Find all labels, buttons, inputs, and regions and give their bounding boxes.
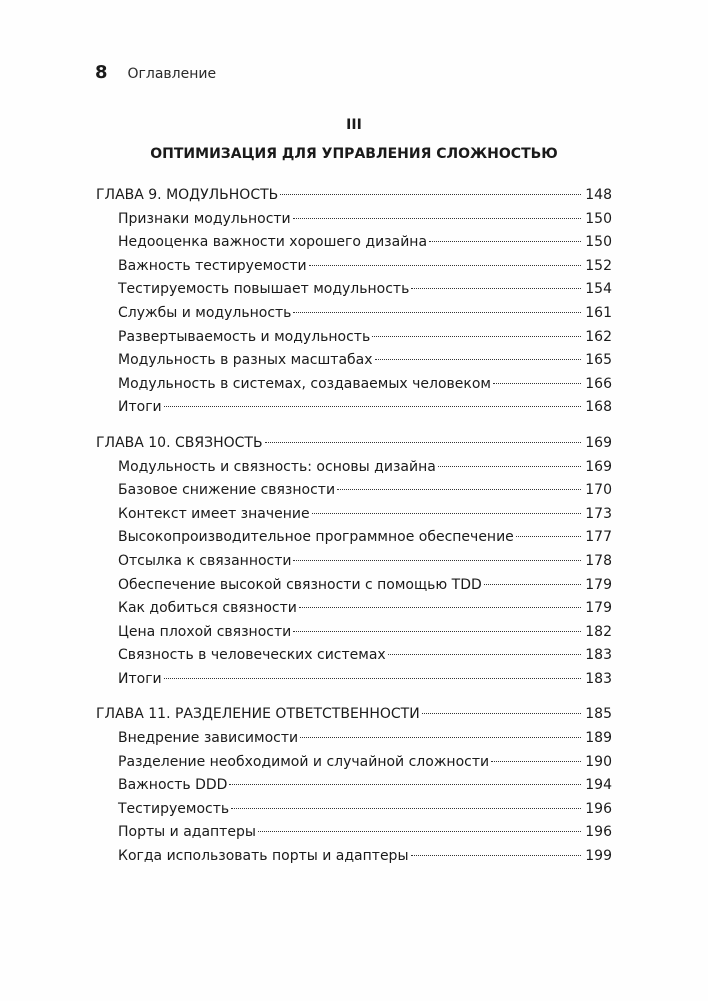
page-ref: 150 [585, 234, 612, 251]
part-title: ОПТИМИЗАЦИЯ ДЛЯ УПРАВЛЕНИЯ СЛОЖНОСТЬЮ [150, 146, 558, 162]
section-title: Итоги [118, 670, 162, 687]
section-entry[interactable] [96, 821, 612, 845]
section-entry[interactable] [96, 727, 612, 751]
section-title: Итоги [118, 399, 162, 416]
section-entry[interactable] [96, 798, 612, 822]
section-title: Обеспечение высокой связности с помощью TDD [118, 576, 482, 593]
table-of-contents [96, 184, 612, 881]
section-entry[interactable] [96, 668, 612, 692]
chapter-block [96, 703, 612, 868]
page-ref: 152 [585, 257, 612, 274]
page-ref: 179 [585, 576, 612, 593]
section-entry[interactable] [96, 479, 612, 503]
dot-leader [411, 288, 581, 289]
dot-leader [293, 631, 581, 632]
section-entry[interactable] [96, 774, 612, 798]
page-ref: 194 [585, 777, 612, 794]
section-title: Отсылка к связанности [118, 552, 292, 569]
section-title: Модульность в разных масштабах [118, 352, 373, 369]
page-ref: 189 [585, 730, 612, 747]
section-title: Модульность и связность: основы дизайна [118, 458, 436, 475]
page-ref: 150 [585, 210, 612, 227]
section-title: Тестируемость повышает модульность [118, 281, 410, 298]
section-title: Тестируемость [118, 800, 230, 817]
section-entry[interactable] [96, 574, 612, 598]
chapter-title: ГЛАВА 10. СВЯЗНОСТЬ [96, 434, 263, 451]
page-ref: 169 [585, 434, 612, 451]
section-title: Важность DDD [118, 777, 228, 794]
chapter-entry[interactable] [96, 184, 612, 208]
dot-leader [388, 654, 582, 655]
section-title: Развертываемость и модульность [118, 328, 371, 345]
dot-leader [491, 761, 581, 762]
dot-leader [280, 194, 581, 195]
page-ref: 190 [585, 753, 612, 770]
section-entry[interactable] [96, 396, 612, 420]
section-entry[interactable] [96, 373, 612, 397]
section-entry[interactable] [96, 231, 612, 255]
section-entry[interactable] [96, 597, 612, 621]
dot-leader [337, 489, 581, 490]
section-title: Цена плохой связности [118, 623, 292, 640]
page-ref: 165 [585, 352, 612, 369]
dot-leader [429, 241, 581, 242]
page-ref: 148 [585, 187, 612, 203]
dot-leader [293, 312, 581, 313]
dot-leader [422, 713, 582, 714]
section-title: Разделение необходимой и случайной сложности [118, 753, 490, 770]
section-entry[interactable] [96, 302, 612, 326]
section-title: Модульность в системах, создаваемых человеком [118, 375, 491, 392]
section-title: Базовое снижение связности [118, 482, 336, 499]
page-ref: 162 [585, 328, 612, 345]
section-title: Внедрение зависимости [118, 730, 299, 747]
section-title: Как добиться связности [118, 600, 297, 617]
page-number: 8 [95, 62, 108, 83]
dot-leader [516, 536, 581, 537]
dot-leader [293, 560, 581, 561]
page-ref: 177 [585, 529, 612, 546]
section-title: Контекст имеет значение [118, 505, 310, 522]
section-entry[interactable] [96, 845, 612, 869]
section-title: Недооценка важности хорошего дизайна [118, 234, 428, 251]
dot-leader [372, 336, 581, 337]
page-ref: 196 [585, 824, 612, 841]
page-ref: 173 [585, 505, 612, 522]
section-entry[interactable] [96, 550, 612, 574]
dot-leader [164, 678, 582, 679]
dot-leader [438, 466, 581, 467]
section-title: Высокопроизводительное программное обеспечение [118, 529, 514, 546]
section-entry[interactable] [96, 326, 612, 350]
section-entry[interactable] [96, 526, 612, 550]
page-ref: 182 [585, 623, 612, 640]
section-title: Связность в человеческих системах [118, 647, 386, 664]
dot-leader [309, 265, 582, 266]
dot-leader [411, 855, 582, 856]
page-ref: 199 [585, 848, 612, 865]
dot-leader [300, 737, 581, 738]
chapter-entry[interactable] [96, 432, 612, 456]
running-head [95, 62, 216, 83]
section-entry[interactable] [96, 208, 612, 232]
chapter-title: ГЛАВА 11. РАЗДЕЛЕНИЕ ОТВЕТСТВЕННОСТИ [96, 706, 420, 723]
section-title: Важность тестируемости [118, 257, 307, 274]
page-ref: 169 [585, 458, 612, 475]
dot-leader [164, 406, 582, 407]
section-title: Службы и модульность [118, 304, 292, 321]
dot-leader [231, 808, 581, 809]
section-title: Признаки модульности [118, 210, 291, 227]
page-ref: 183 [585, 647, 612, 664]
chapter-block [96, 184, 612, 420]
part-number: III [346, 117, 362, 133]
section-entry[interactable] [96, 751, 612, 775]
page-ref: 154 [585, 281, 612, 298]
page-ref: 178 [585, 552, 612, 569]
page-ref: 196 [585, 800, 612, 817]
page-ref: 166 [585, 375, 612, 392]
section-title: Когда использовать порты и адаптеры [118, 848, 409, 865]
page-ref: 161 [585, 304, 612, 321]
chapter-entry[interactable] [96, 703, 612, 727]
dot-leader [484, 584, 581, 585]
page-ref: 170 [585, 482, 612, 499]
page-ref: 185 [585, 706, 612, 723]
chapter-title: ГЛАВА 9. МОДУЛЬНОСТЬ [96, 187, 279, 203]
page-ref: 183 [585, 670, 612, 687]
dot-leader [258, 831, 581, 832]
dot-leader [312, 513, 582, 514]
section-entry[interactable] [96, 349, 612, 373]
chapter-block [96, 432, 612, 692]
dot-leader [299, 607, 581, 608]
section-entry[interactable] [96, 456, 612, 480]
running-head-title: Оглавление [127, 66, 217, 82]
section-entry[interactable] [96, 621, 612, 645]
section-entry[interactable] [96, 503, 612, 527]
page-ref: 168 [585, 399, 612, 416]
dot-leader [375, 359, 582, 360]
section-entry[interactable] [96, 255, 612, 279]
dot-leader [265, 442, 582, 443]
section-entry[interactable] [96, 278, 612, 302]
page-ref: 179 [585, 600, 612, 617]
dot-leader [229, 784, 581, 785]
section-title: Порты и адаптеры [118, 824, 256, 841]
section-entry[interactable] [96, 644, 612, 668]
dot-leader [293, 218, 582, 219]
dot-leader [493, 383, 581, 384]
